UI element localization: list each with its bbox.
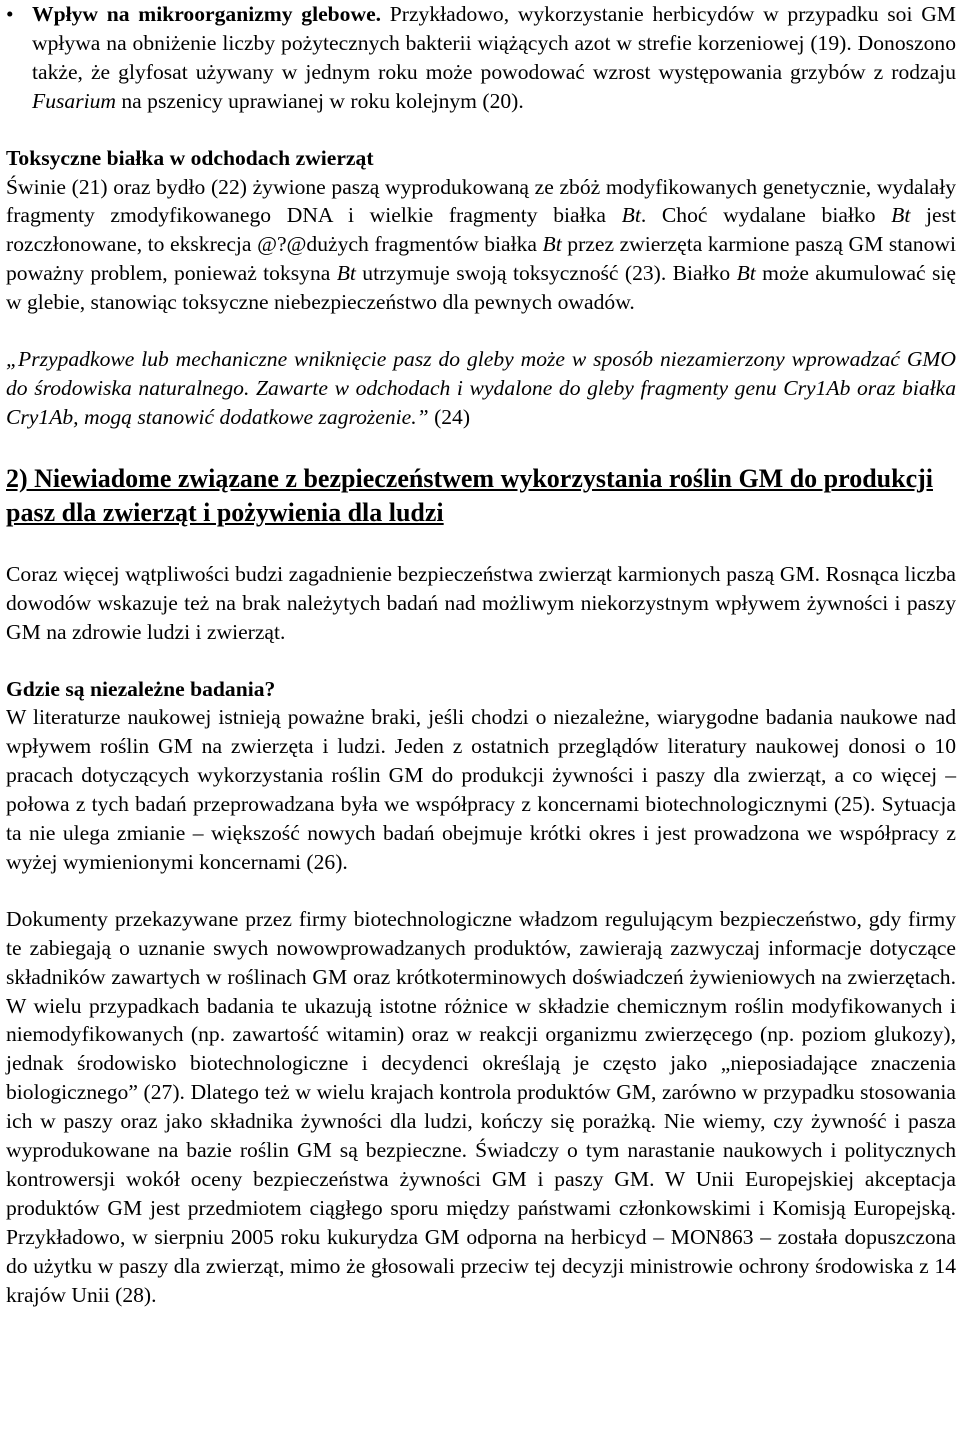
bt-term: Bt [621,203,641,228]
section-2-heading: 2) Niewiadome związane z bezpieczeństwem wykorzystania roślin GM do produkcji pasz dla zwierząt i pożywienia dla ludzi [6,463,933,527]
bullet-lead: Wpływ na mikroorganizmy glebowe. [32,2,382,26]
bt-term: Bt [891,203,911,228]
spacer [6,647,956,675]
section-2-paragraph: Coraz więcej wątpliwości budzi zagadnienie bezpieczeństwa zwierząt karmionych paszą GM. Rosnąca liczba dowodów wskazuje też na brak należytych badań nad możliwym niekorzystnym wpływem żywności i paszy GM na zdrowie ludzi i zwierząt. [6,561,956,644]
toxic-proteins-heading: Toksyczne białka w odchodach zwierząt [6,145,374,170]
fusarium-term: Fusarium [32,88,116,113]
toxic-text-1: Świnie (21) oraz bydło (22) żywione paszą wyprodukowaną ze zbóż modyfikowanych genetycznie, wydalały fragmenty zmodyfikowanego DNA i wielkie fragmenty białka [6,174,956,228]
toxic-text-3: jest rozczłonowane, to ekskrecja @?@dużych fragmentów białka [6,203,956,257]
bt-term: Bt [736,261,756,286]
toxic-text-2: . Choć wydalane białko [640,203,892,228]
quote-paragraph [6,345,956,432]
studies-heading: Gdzie są niezależne badania? [6,676,276,701]
bullet-text-2: na pszenicy uprawianej w roku kolejnym (20). [115,88,524,113]
bt-term: Bt [336,261,356,286]
spacer [6,530,956,560]
toxic-text-4: przez zwierzęta karmione paszą GM stanowi poważny problem, ponieważ toksyna [6,232,956,286]
quote-ref: (24) [428,404,471,429]
document-page [6,0,956,1310]
bullet-icon: • [6,2,14,26]
toxic-text-6: może akumulować się w glebie, stanowiąc toksyczne niebezpieczeństwo dla pewnych owadów. [6,261,956,315]
bullet-text-1: Przykładowo, wykorzystanie herbicydów w przypadku soi GM wpływa na obniżenie liczby pożytecznych bakterii wiążących azot w strefie korzeniowej (19). Donoszono także, że glyfosat używany w jednym roku może powodować wzrost występowania grzybów z rodzaju [32,2,956,84]
toxic-text-5: utrzymuje swoją toksyczność (23). Białko [355,261,737,286]
spacer [6,432,956,462]
studies-paragraph-2: Dokumenty przekazywane przez firmy biotechnologiczne władzom regulującym bezpieczeństwo, gdy firmy te zabiegają o uznanie swych nowowprowadzanych produktów, zawierają zazwyczaj informacje dotyczące składników zawartych w roślinach GM oraz krótkoterminowych doświadczeń żywieniowych na zwierzętach. W wielu przypadkach badania te ukazują istotne różnice w składzie chemicznym roślin modyfikowanych i niemodyfikowanych (np. zawartość witamin) oraz w reakcji organizmu zwierzęcego (np. poziom glukozy), jednak środowisko biotechnologiczne i decydenci określają je często jako „nieposiadające znaczenia biologicznego” (27). Dlatego też w wielu krajach kontrola produktów GM, zarówno w przypadku stosowania ich w paszy oraz jako składnika żywności dla ludzi, kończy się porażką. Nie wiemy, czy żywność i pasza wyprodukowane na bazie roślin GM są bezpieczne. Świadczy o tym narastanie naukowych i politycznych kontrowersji wokół oceny bezpieczeństwa żywności GM i paszy GM. W Unii Europejskiej akceptacja produktów GM jest przedmiotem ciągłego sporu między państwami członkowskimi i Komisją Europejską. Przykładowo, w sierpniu 2005 roku kukurydza GM odporna na herbicyd – MON863 – została dopuszczona do użytku w paszy dla zwierząt, mimo że głosowali przeciw tej decyzji ministrowie ochrony środowiska z 14 krajów Unii (28). [6,906,956,1307]
quote-text: „Przypadkowe lub mechaniczne wniknięcie pasz do gleby może w sposób niezamierzony wprowadzać GMO do środowiska naturalnego. Zawarte w odchodach i wydalone do gleby fragmenty genu Cry1Ab oraz białka Cry1Ab, mogą stanowić dodatkowe zagrożenie.” [6,347,956,429]
studies-paragraph-1: W literaturze naukowej istnieją poważne braki, jeśli chodzi o niezależne, wiarygodne badania naukowe nad wpływem roślin GM na zwierzęta i ludzi. Jeden z ostatnich przeglądów literatury naukowej donosi o 10 pracach dotyczących wykorzystania roślin GM do produkcji żywności i paszy dla zwierząt, a co więcej – połowa z tych badań przeprowadzana była we współpracy z koncernami biotechnologicznymi (25). Sytuacja ta nie ulega zmianie – większość nowych badań obejmuje krótki okres i jest prowadzona we współpracy z wyżej wymienionymi koncernami (26). [6,705,956,874]
toxic-proteins-paragraph [6,173,956,318]
spacer [6,116,956,144]
bt-term: Bt [542,232,562,257]
spacer [6,877,956,905]
bullet-paragraph [6,0,956,116]
spacer [6,317,956,345]
